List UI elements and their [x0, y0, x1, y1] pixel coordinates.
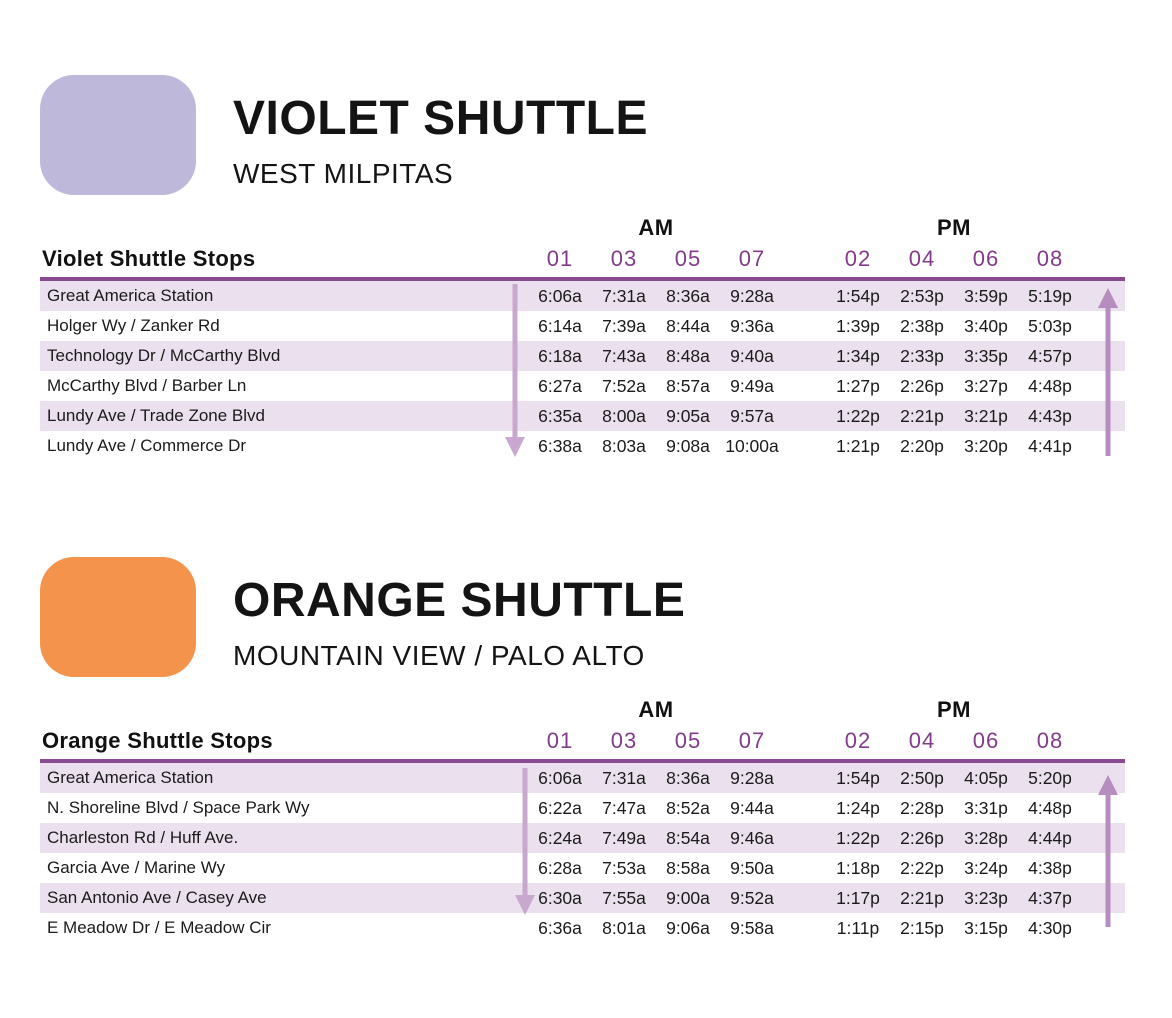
ampm-header-row: [40, 685, 1125, 723]
stop-name: N. Shoreline Blvd / Space Park Wy: [47, 798, 310, 817]
trip-column-header: 08: [1036, 728, 1064, 753]
time-cell: 1:54p: [836, 285, 880, 306]
route-title: ORANGE SHUTTLE: [233, 574, 686, 627]
time-cell: 9:58a: [730, 917, 774, 938]
trip-column-header: 01: [546, 246, 574, 271]
time-cell: 4:48p: [1028, 375, 1072, 396]
route-color-swatch: [40, 557, 196, 677]
time-cell: 5:19p: [1028, 285, 1072, 306]
time-cell: 9:52a: [730, 887, 774, 908]
time-cell: 6:06a: [538, 767, 582, 788]
time-cell: 7:47a: [602, 797, 646, 818]
ampm-header-row: [40, 203, 1125, 241]
up-direction-arrow: [1095, 288, 1121, 456]
table-row: [40, 431, 1125, 461]
stop-name: Lundy Ave / Commerce Dr: [47, 436, 247, 455]
stop-name: Charleston Rd / Huff Ave.: [47, 828, 239, 847]
time-cell: 8:58a: [666, 857, 710, 878]
time-cell: 2:50p: [900, 767, 944, 788]
time-cell: 5:03p: [1028, 315, 1072, 336]
time-cell: 8:48a: [666, 345, 710, 366]
time-cell: 2:33p: [900, 345, 944, 366]
time-cell: 2:38p: [900, 315, 944, 336]
time-cell: 2:26p: [900, 827, 944, 848]
stop-name: Lundy Ave / Trade Zone Blvd: [47, 406, 265, 425]
time-cell: 7:31a: [602, 285, 646, 306]
time-cell: 1:18p: [836, 857, 880, 878]
time-cell: 9:05a: [666, 405, 710, 426]
time-cell: 8:00a: [602, 405, 646, 426]
table-row: [40, 371, 1125, 401]
stop-name: McCarthy Blvd / Barber Ln: [47, 376, 247, 395]
stop-name: Technology Dr / McCarthy Blvd: [47, 346, 281, 365]
pm-group-header: PM: [937, 215, 971, 240]
time-cell: 1:39p: [836, 315, 880, 336]
table-row: [40, 311, 1125, 341]
schedule-table: [40, 203, 1125, 461]
time-cell: 1:21p: [836, 435, 880, 456]
time-cell: 9:44a: [730, 797, 774, 818]
time-cell: 6:27a: [538, 375, 582, 396]
time-cell: 3:24p: [964, 857, 1008, 878]
time-cell: 8:01a: [602, 917, 646, 938]
stops-column-header: Violet Shuttle Stops: [42, 246, 256, 271]
trip-column-header: 01: [546, 728, 574, 753]
time-cell: 9:28a: [730, 767, 774, 788]
time-cell: 8:54a: [666, 827, 710, 848]
time-cell: 9:08a: [666, 435, 710, 456]
time-cell: 8:44a: [666, 315, 710, 336]
time-cell: 1:17p: [836, 887, 880, 908]
time-cell: 8:52a: [666, 797, 710, 818]
time-cell: 7:52a: [602, 375, 646, 396]
trip-column-header: 04: [908, 728, 936, 753]
schedule-rows: [40, 281, 1125, 461]
time-cell: 8:57a: [666, 375, 710, 396]
time-cell: 6:24a: [538, 827, 582, 848]
time-cell: 7:49a: [602, 827, 646, 848]
time-cell: 8:36a: [666, 767, 710, 788]
time-cell: 2:21p: [900, 405, 944, 426]
time-cell: 3:40p: [964, 315, 1008, 336]
time-cell: 1:54p: [836, 767, 880, 788]
table-row: [40, 853, 1125, 883]
time-cell: 2:53p: [900, 285, 944, 306]
stop-name: Great America Station: [47, 286, 214, 305]
table-row: [40, 883, 1125, 913]
time-cell: 4:05p: [964, 767, 1008, 788]
time-cell: 1:34p: [836, 345, 880, 366]
trip-column-header: 06: [972, 246, 1000, 271]
trip-column-header: 06: [972, 728, 1000, 753]
time-cell: 3:27p: [964, 375, 1008, 396]
stop-name: E Meadow Dr / E Meadow Cir: [47, 918, 271, 937]
trip-column-header: 02: [844, 246, 872, 271]
am-group-header: AM: [638, 215, 674, 240]
trip-column-header: 05: [674, 246, 702, 271]
pm-group-header: PM: [937, 697, 971, 722]
route-subtitle: WEST MILPITAS: [233, 158, 454, 189]
time-cell: 6:35a: [538, 405, 582, 426]
time-cell: 7:39a: [602, 315, 646, 336]
table-row: [40, 281, 1125, 311]
time-cell: 3:20p: [964, 435, 1008, 456]
time-cell: 4:43p: [1028, 405, 1072, 426]
time-cell: 10:00a: [725, 435, 779, 456]
time-cell: 6:14a: [538, 315, 582, 336]
time-cell: 1:27p: [836, 375, 880, 396]
down-direction-arrow: [502, 284, 528, 462]
time-cell: 2:22p: [900, 857, 944, 878]
time-cell: 4:44p: [1028, 827, 1072, 848]
table-row: [40, 341, 1125, 371]
time-cell: 3:21p: [964, 405, 1008, 426]
time-cell: 9:46a: [730, 827, 774, 848]
time-cell: 8:03a: [602, 435, 646, 456]
time-cell: 6:38a: [538, 435, 582, 456]
time-cell: 2:26p: [900, 375, 944, 396]
time-cell: 7:53a: [602, 857, 646, 878]
trip-column-header: 03: [610, 246, 638, 271]
time-cell: 4:38p: [1028, 857, 1072, 878]
time-cell: 8:36a: [666, 285, 710, 306]
time-cell: 7:55a: [602, 887, 646, 908]
column-header-row: [40, 241, 1125, 277]
time-cell: 9:49a: [730, 375, 774, 396]
time-cell: 6:18a: [538, 345, 582, 366]
stop-name: Garcia Ave / Marine Wy: [47, 858, 226, 877]
time-cell: 1:11p: [836, 917, 880, 938]
time-cell: 3:23p: [964, 887, 1008, 908]
time-cell: 7:43a: [602, 345, 646, 366]
table-row: [40, 913, 1125, 943]
time-cell: 1:24p: [836, 797, 880, 818]
time-cell: 6:28a: [538, 857, 582, 878]
table-row: [40, 793, 1125, 823]
trip-column-header: 07: [738, 246, 766, 271]
time-cell: 6:36a: [538, 917, 582, 938]
trip-column-header: 04: [908, 246, 936, 271]
time-cell: 9:50a: [730, 857, 774, 878]
time-cell: 3:59p: [964, 285, 1008, 306]
trip-column-header: 02: [844, 728, 872, 753]
time-cell: 4:48p: [1028, 797, 1072, 818]
time-cell: 2:20p: [900, 435, 944, 456]
time-cell: 6:30a: [538, 887, 582, 908]
time-cell: 6:06a: [538, 285, 582, 306]
stop-name: Holger Wy / Zanker Rd: [47, 316, 220, 335]
time-cell: 3:15p: [964, 917, 1008, 938]
time-cell: 9:06a: [666, 917, 710, 938]
am-group-header: AM: [638, 697, 674, 722]
time-cell: 9:00a: [666, 887, 710, 908]
trip-column-header: 05: [674, 728, 702, 753]
time-cell: 4:30p: [1028, 917, 1072, 938]
trip-column-header: 08: [1036, 246, 1064, 271]
time-cell: 6:22a: [538, 797, 582, 818]
trip-column-header: 07: [738, 728, 766, 753]
table-row: [40, 823, 1125, 853]
stops-column-header: Orange Shuttle Stops: [42, 728, 273, 753]
stop-name: Great America Station: [47, 768, 214, 787]
time-cell: 2:21p: [900, 887, 944, 908]
time-cell: 3:28p: [964, 827, 1008, 848]
schedule-rows: [40, 763, 1125, 943]
stop-name: San Antonio Ave / Casey Ave: [47, 888, 267, 907]
time-cell: 9:57a: [730, 405, 774, 426]
route-subtitle: MOUNTAIN VIEW / PALO ALTO: [233, 640, 645, 671]
time-cell: 9:36a: [730, 315, 774, 336]
trip-column-header: 03: [610, 728, 638, 753]
time-cell: 3:31p: [964, 797, 1008, 818]
table-row: [40, 401, 1125, 431]
time-cell: 3:35p: [964, 345, 1008, 366]
time-cell: 1:22p: [836, 827, 880, 848]
up-direction-arrow: [1095, 775, 1121, 927]
route-color-swatch: [40, 75, 196, 195]
time-cell: 7:31a: [602, 767, 646, 788]
table-row: [40, 763, 1125, 793]
time-cell: 1:22p: [836, 405, 880, 426]
down-direction-arrow: [512, 768, 538, 920]
time-cell: 4:37p: [1028, 887, 1072, 908]
time-cell: 9:28a: [730, 285, 774, 306]
time-cell: 2:15p: [900, 917, 944, 938]
time-cell: 4:41p: [1028, 435, 1072, 456]
time-cell: 2:28p: [900, 797, 944, 818]
time-cell: 9:40a: [730, 345, 774, 366]
schedule-table: [40, 685, 1125, 943]
column-header-row: [40, 723, 1125, 759]
route-title: VIOLET SHUTTLE: [233, 92, 648, 145]
time-cell: 5:20p: [1028, 767, 1072, 788]
time-cell: 4:57p: [1028, 345, 1072, 366]
